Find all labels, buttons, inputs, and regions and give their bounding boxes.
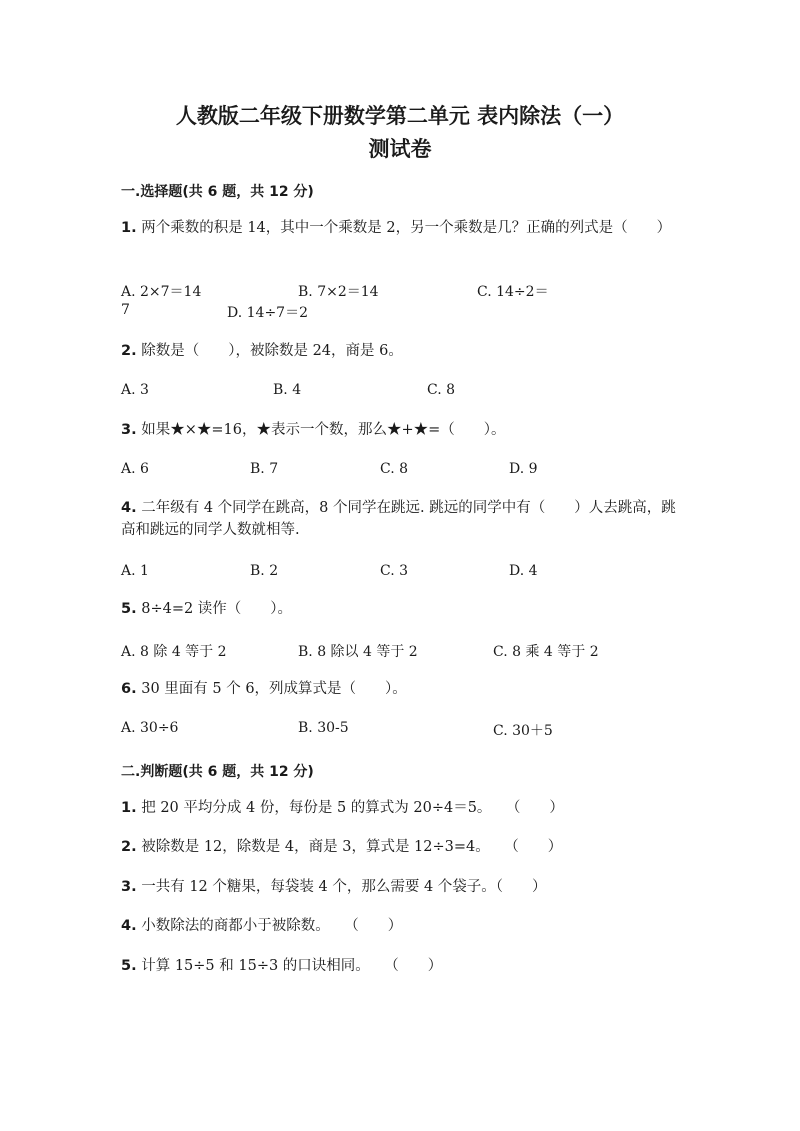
judge-question-2 [121,836,681,858]
section-heading-judge: 二.判断题(共 6 题，共 12 分) [121,764,314,780]
option-b[interactable]: B. 2 [250,563,279,579]
option-b[interactable]: B. 8 除以 4 等于 2 [298,644,418,660]
option-a[interactable]: A. 2×7＝14 [121,284,202,300]
question-text: 计算 15÷5 和 15÷3 的口诀相同。 （ ） [141,958,443,974]
option-a[interactable]: A. 1 [121,563,149,579]
option-c[interactable]: C. 8 乘 4 等于 2 [493,644,599,660]
question-text: 如果★×★=16，★表示一个数，那么★+★=（ ）。 [141,422,506,438]
judge-question-1 [121,797,681,819]
option-b[interactable]: B. 4 [273,382,302,398]
option-d[interactable]: D. 4 [509,563,538,579]
option-a[interactable]: A. 6 [121,461,149,477]
question-number: 3. [121,422,137,438]
choice-question-4 [121,497,681,541]
option-c[interactable]: C. 14÷2＝ [477,284,549,300]
question-number: 1. [121,800,137,816]
page-title: 人教版二年级下册数学第二单元 表内除法（一） [175,104,625,128]
option-c[interactable]: C. 30＋5 [493,723,553,739]
choice-question-3 [121,419,681,441]
choice-question-5 [121,598,681,620]
judge-question-3 [121,876,681,898]
option-a[interactable]: A. 3 [121,382,149,398]
page-subtitle: 测试卷 [368,137,432,161]
question-number: 4. [121,500,137,516]
question-text: 一共有 12 个糖果，每袋装 4 个，那么需要 4 个袋子。（ ） [141,879,547,895]
question-text: 两个乘数的积是 14，其中一个乘数是 2，另一个乘数是几？正确的列式是（ ） [141,220,672,236]
option-b[interactable]: B. 7 [250,461,279,477]
question-text: 除数是（ ），被除数是 24，商是 6。 [141,343,403,359]
section-heading-choice: 一.选择题(共 6 题，共 12 分) [121,184,314,200]
question-number: 5. [121,601,137,617]
question-text: 被除数是 12，除数是 4，商是 3，算式是 12÷3=4。 （ ） [141,839,563,855]
question-text: 二年级有 4 个同学在跳高，8 个同学在跳远. 跳远的同学中有（ ）人去跳高，跳高和跳远的同学人数就相等. [121,500,676,538]
choice-question-1 [121,217,681,239]
choice-question-2 [121,340,681,362]
question-text: 30 里面有 5 个 6，列成算式是（ ）。 [141,681,407,697]
option-c[interactable]: C. 8 [380,461,409,477]
question-number: 6. [121,681,137,697]
judge-question-4 [121,915,681,937]
option-c[interactable]: C. 3 [380,563,409,579]
option-a[interactable]: A. 30÷6 [121,720,179,736]
question-number: 1. [121,220,137,236]
question-text: 小数除法的商都小于被除数。 （ ） [141,918,403,934]
option-a[interactable]: A. 8 除 4 等于 2 [121,644,227,660]
option-d[interactable]: D. 9 [509,461,538,477]
question-number: 5. [121,958,137,974]
judge-question-5 [121,955,681,977]
option-b[interactable]: B. 7×2＝14 [298,284,379,300]
question-number: 2. [121,343,137,359]
question-number: 4. [121,918,137,934]
question-text: 把 20 平均分成 4 份，每份是 5 的算式为 20÷4＝5。 （ ） [141,800,564,816]
option-b[interactable]: B. 30-5 [298,720,349,736]
option-d[interactable]: D. 14÷7＝2 [227,305,308,321]
question-number: 3. [121,879,137,895]
option-c[interactable]: C. 8 [427,382,456,398]
question-text: 8÷4=2 读作（ ）。 [141,601,293,617]
option-c-continued: 7 [121,302,130,318]
choice-question-6 [121,678,681,700]
question-number: 2. [121,839,137,855]
